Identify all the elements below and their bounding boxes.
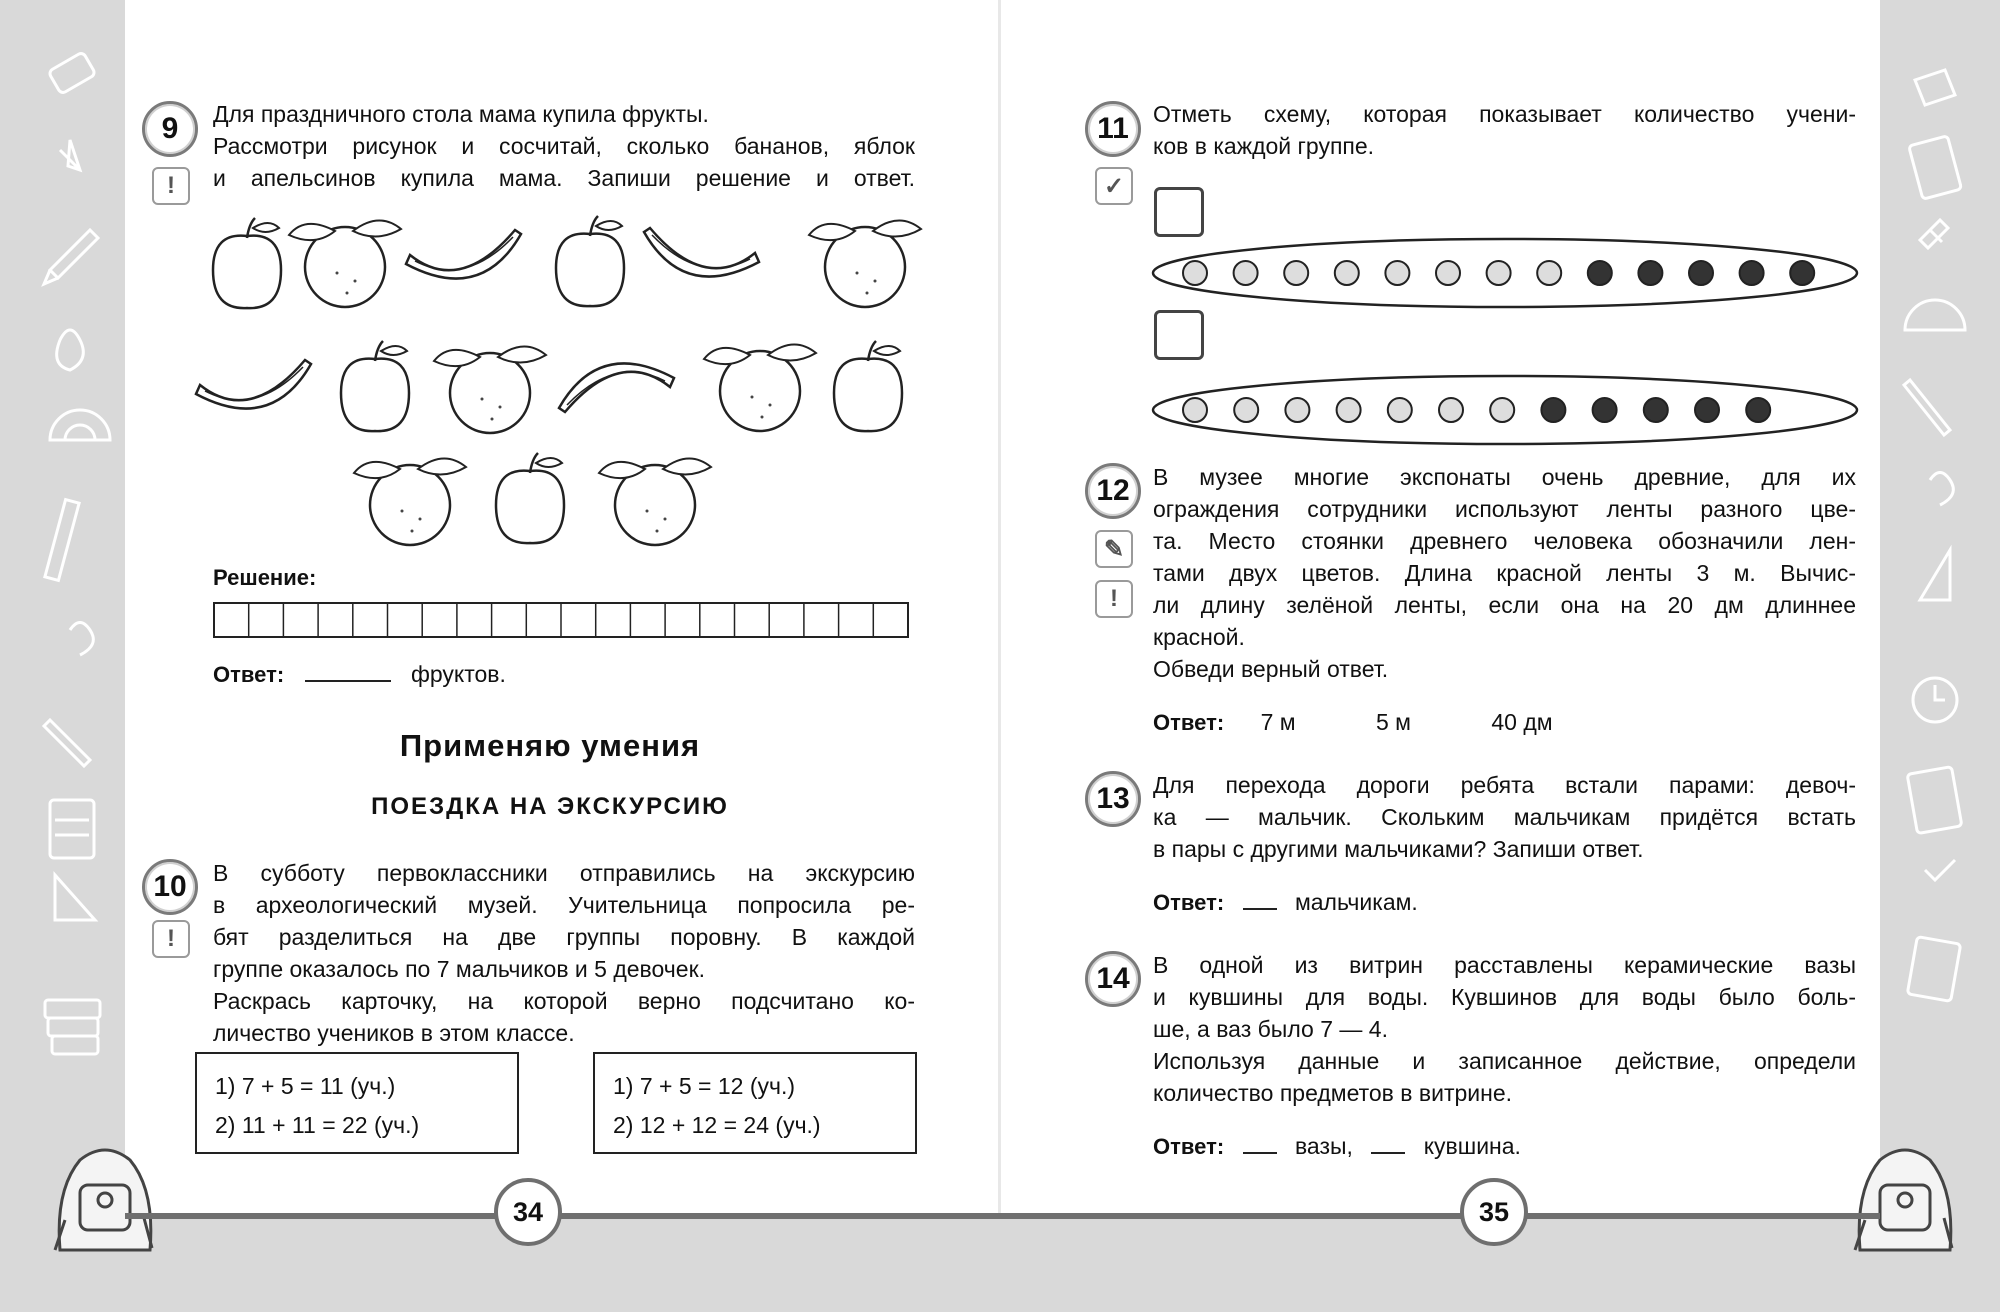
solution-grid[interactable] <box>213 602 909 640</box>
answer-option[interactable]: 40 дм <box>1491 709 1553 735</box>
banana-icon <box>406 230 521 279</box>
answer-label: Ответ: <box>213 662 285 687</box>
light-dot <box>1234 261 1258 285</box>
section-subtitle: ПОЕЗДКА НА ЭКСКУРСИЮ <box>371 793 729 820</box>
answer-card-2[interactable] <box>593 1052 917 1154</box>
task9-answer-row <box>213 658 506 691</box>
task14-line: В одной из витрин расставлены керамические вазы <box>1153 952 1856 978</box>
orange-icon <box>354 458 466 545</box>
scheme2-checkbox[interactable] <box>1154 310 1204 360</box>
apple-icon <box>341 341 409 431</box>
task10-line: группе оказалось по 7 мальчиков и 5 девочек. <box>213 956 706 982</box>
dark-dot <box>1588 261 1612 285</box>
task9-line: и апельсинов купила мама. Запиши решение и ответ. <box>213 165 915 191</box>
task11-line: ков в каждой группе. <box>1153 133 1375 159</box>
answer-blank[interactable] <box>1371 1130 1405 1154</box>
task12-line: Обведи верный ответ. <box>1153 656 1389 682</box>
task13-line: Для перехода дороги ребята встали парами: девоч- <box>1153 772 1856 798</box>
attention-icon: ! <box>152 920 190 958</box>
banana-icon <box>644 228 759 277</box>
task14-line: ше, а ваз было 7 — 4. <box>1153 1016 1388 1042</box>
footer-line-left <box>125 1213 1000 1219</box>
task-number-badge: 14 <box>1085 951 1141 1007</box>
dark-dot <box>1746 398 1770 422</box>
apple-icon <box>556 216 624 306</box>
answer-label: Ответ: <box>1153 890 1225 915</box>
task10-line: В субботу первоклассники отправились на экскурсию <box>213 860 915 886</box>
task14-line: Используя данные и записанное действие, определи <box>1153 1048 1856 1074</box>
answer-label: Ответ: <box>1153 710 1225 735</box>
task9-line: Для праздничного стола мама купила фрукты. <box>213 101 709 127</box>
light-dot <box>1234 398 1258 422</box>
light-dot <box>1439 398 1463 422</box>
answer-card-1[interactable] <box>195 1052 519 1154</box>
scheme1-checkbox[interactable] <box>1154 187 1204 237</box>
task13-line: в пары с другими мальчиками? Запиши ответ. <box>1153 836 1644 862</box>
footer-line-right <box>1000 1213 1880 1219</box>
fruit-illustration <box>190 215 950 555</box>
task12-line: ограждения сотрудники используют ленты разного цве- <box>1153 496 1856 522</box>
task10-line: личество учеников в этом классе. <box>213 1020 575 1046</box>
light-dot <box>1388 398 1412 422</box>
task-number-badge: 10 <box>142 859 198 915</box>
checkmark-icon: ✓ <box>1095 167 1133 205</box>
school-doodles-left <box>30 40 120 1100</box>
card-line: 1) 7 + 5 = 12 (уч.) <box>613 1073 796 1099</box>
section-title: Применяю умения <box>399 728 701 763</box>
answer-suffix: мальчикам. <box>1294 889 1418 915</box>
task10-line: Раскрась карточку, на которой верно подсчитано ко- <box>213 988 915 1014</box>
page-number-right: 35 <box>1460 1178 1528 1246</box>
answer-suffix: фруктов. <box>410 661 506 687</box>
answer-blank[interactable] <box>305 658 391 682</box>
light-dot <box>1285 398 1309 422</box>
light-dot <box>1284 261 1308 285</box>
light-dot <box>1183 398 1207 422</box>
task11-line: Отметь схему, которая показывает количество учени- <box>1153 101 1856 127</box>
task14-line: количество предметов в витрине. <box>1153 1080 1513 1106</box>
light-dot <box>1183 261 1207 285</box>
dark-dot <box>1638 261 1662 285</box>
page-number-left: 34 <box>494 1178 562 1246</box>
light-dot <box>1490 398 1514 422</box>
solution-label: Решение: <box>213 565 317 590</box>
school-doodles-right <box>1890 40 1980 1100</box>
task13-line: ка — мальчик. Скольким мальчикам придётся встать <box>1153 804 1856 830</box>
card-line: 2) 12 + 12 = 24 (уч.) <box>613 1112 821 1138</box>
task12-answer-row <box>1153 706 1553 739</box>
task14-line: и кувшины для воды. Кувшинов для воды было боль- <box>1153 984 1856 1010</box>
apple-icon <box>213 218 281 308</box>
dark-dot <box>1790 261 1814 285</box>
dark-dot <box>1740 261 1764 285</box>
light-dot <box>1337 398 1361 422</box>
task13-answer-row <box>1153 886 1418 919</box>
scheme2-oval <box>1150 372 1860 452</box>
orange-icon <box>704 344 816 431</box>
attention-icon: ! <box>152 167 190 205</box>
orange-icon <box>289 220 401 307</box>
banana-icon <box>559 363 674 412</box>
task12-line: В музее многие экспонаты очень древние, для их <box>1153 464 1856 490</box>
light-dot <box>1487 261 1511 285</box>
task12-line: ли длину зелёной ленты, если она на 20 дм длиннее <box>1153 592 1856 618</box>
dark-dot <box>1644 398 1668 422</box>
task-number-badge: 13 <box>1085 771 1141 827</box>
dark-dot <box>1689 261 1713 285</box>
task-number-badge: 11 <box>1085 101 1141 157</box>
backpack-right-icon <box>1840 1130 1970 1260</box>
dark-dot <box>1541 398 1565 422</box>
answer-blank[interactable] <box>1243 1130 1277 1154</box>
scheme1-oval <box>1150 235 1860 315</box>
task9-line: Рассмотри рисунок и сосчитай, сколько бананов, яблок <box>213 133 915 159</box>
task12-line: красной. <box>1153 624 1245 650</box>
light-dot <box>1335 261 1359 285</box>
apple-icon <box>496 453 564 543</box>
spine <box>998 0 1001 1215</box>
answer-mid: вазы, <box>1294 1133 1353 1159</box>
task12-line: тами двух цветов. Длина красной ленты 3 м. Вычис- <box>1153 560 1856 586</box>
task-number-badge: 9 <box>142 101 198 157</box>
apple-icon <box>834 341 902 431</box>
answer-suffix: кувшина. <box>1423 1133 1521 1159</box>
light-dot <box>1436 261 1460 285</box>
dark-dot <box>1695 398 1719 422</box>
backpack-left-icon <box>40 1130 170 1260</box>
card-line: 1) 7 + 5 = 11 (уч.) <box>215 1073 396 1099</box>
dark-dot <box>1593 398 1617 422</box>
answer-label: Ответ: <box>1153 1134 1225 1159</box>
answer-option[interactable]: 5 м <box>1375 709 1411 735</box>
task10-line: бят разделиться на две группы поровну. В каждой <box>213 924 915 950</box>
pencil-icon: ✎ <box>1095 530 1133 568</box>
answer-blank[interactable] <box>1243 886 1277 910</box>
orange-icon <box>809 220 921 307</box>
light-dot <box>1385 261 1409 285</box>
light-dot <box>1537 261 1561 285</box>
task10-line: в археологический музей. Учительница попросила ре- <box>213 892 915 918</box>
orange-icon <box>434 346 546 433</box>
answer-option[interactable]: 7 м <box>1260 709 1296 735</box>
task14-answer-row <box>1153 1130 1521 1163</box>
task-number-badge: 12 <box>1085 463 1141 519</box>
banana-icon <box>196 360 311 409</box>
orange-icon <box>599 458 711 545</box>
attention-icon: ! <box>1095 580 1133 618</box>
task12-line: та. Место стоянки древнего человека обозначили лен- <box>1153 528 1856 554</box>
card-line: 2) 11 + 11 = 22 (уч.) <box>215 1112 420 1138</box>
